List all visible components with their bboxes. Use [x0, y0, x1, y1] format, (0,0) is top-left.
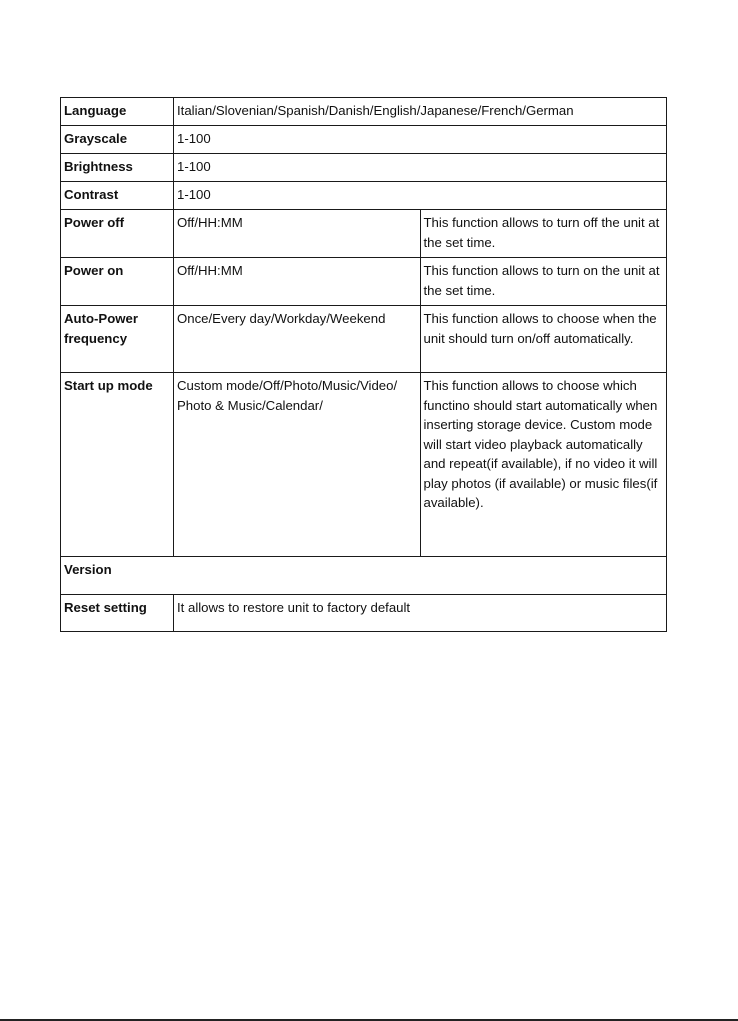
row-value: 1-100: [174, 182, 667, 210]
table-row-contrast: [61, 182, 667, 210]
row-description: This function allows to choose when the unit should turn on/off automatically.: [420, 306, 667, 373]
table-row-power-on: [61, 258, 667, 306]
row-value: Italian/Slovenian/Spanish/Danish/English/Japanese/French/German: [174, 98, 667, 126]
row-label: Brightness: [61, 154, 174, 182]
row-description: This function allows to turn on the unit at the set time.: [420, 258, 667, 306]
table-row-reset-setting: [61, 595, 667, 632]
row-label: Grayscale: [61, 126, 174, 154]
settings-table: [60, 97, 667, 632]
row-description: This function allows to choose which functino should start automatically when inserting storage device. Custom mode will start video playback automatically and repeat(if available), if no video it will play photos (if available) or music files(if available).: [420, 373, 667, 557]
row-label: Reset setting: [61, 595, 174, 632]
row-label: Version: [61, 557, 667, 595]
row-value: Off/HH:MM: [174, 210, 421, 258]
row-description: This function allows to turn off the unit at the set time.: [420, 210, 667, 258]
row-label: Contrast: [61, 182, 174, 210]
row-value: Off/HH:MM: [174, 258, 421, 306]
row-value: 1-100: [174, 154, 667, 182]
table-row-language: [61, 98, 667, 126]
row-value: 1-100: [174, 126, 667, 154]
row-value: Once/Every day/Workday/Weekend: [174, 306, 421, 373]
table-row-brightness: [61, 154, 667, 182]
table-row-grayscale: [61, 126, 667, 154]
row-value: Custom mode/Off/Photo/Music/Video/ Photo & Music/Calendar/: [174, 373, 421, 557]
table-row-auto-power-frequency: [61, 306, 667, 373]
row-label: Power on: [61, 258, 174, 306]
row-label: Start up mode: [61, 373, 174, 557]
table-row-power-off: [61, 210, 667, 258]
table-row-start-up-mode: [61, 373, 667, 557]
row-label: Power off: [61, 210, 174, 258]
table-row-version: [61, 557, 667, 595]
row-value: It allows to restore unit to factory default: [174, 595, 667, 632]
row-label: Auto-Power frequency: [61, 306, 174, 373]
row-label: Language: [61, 98, 174, 126]
